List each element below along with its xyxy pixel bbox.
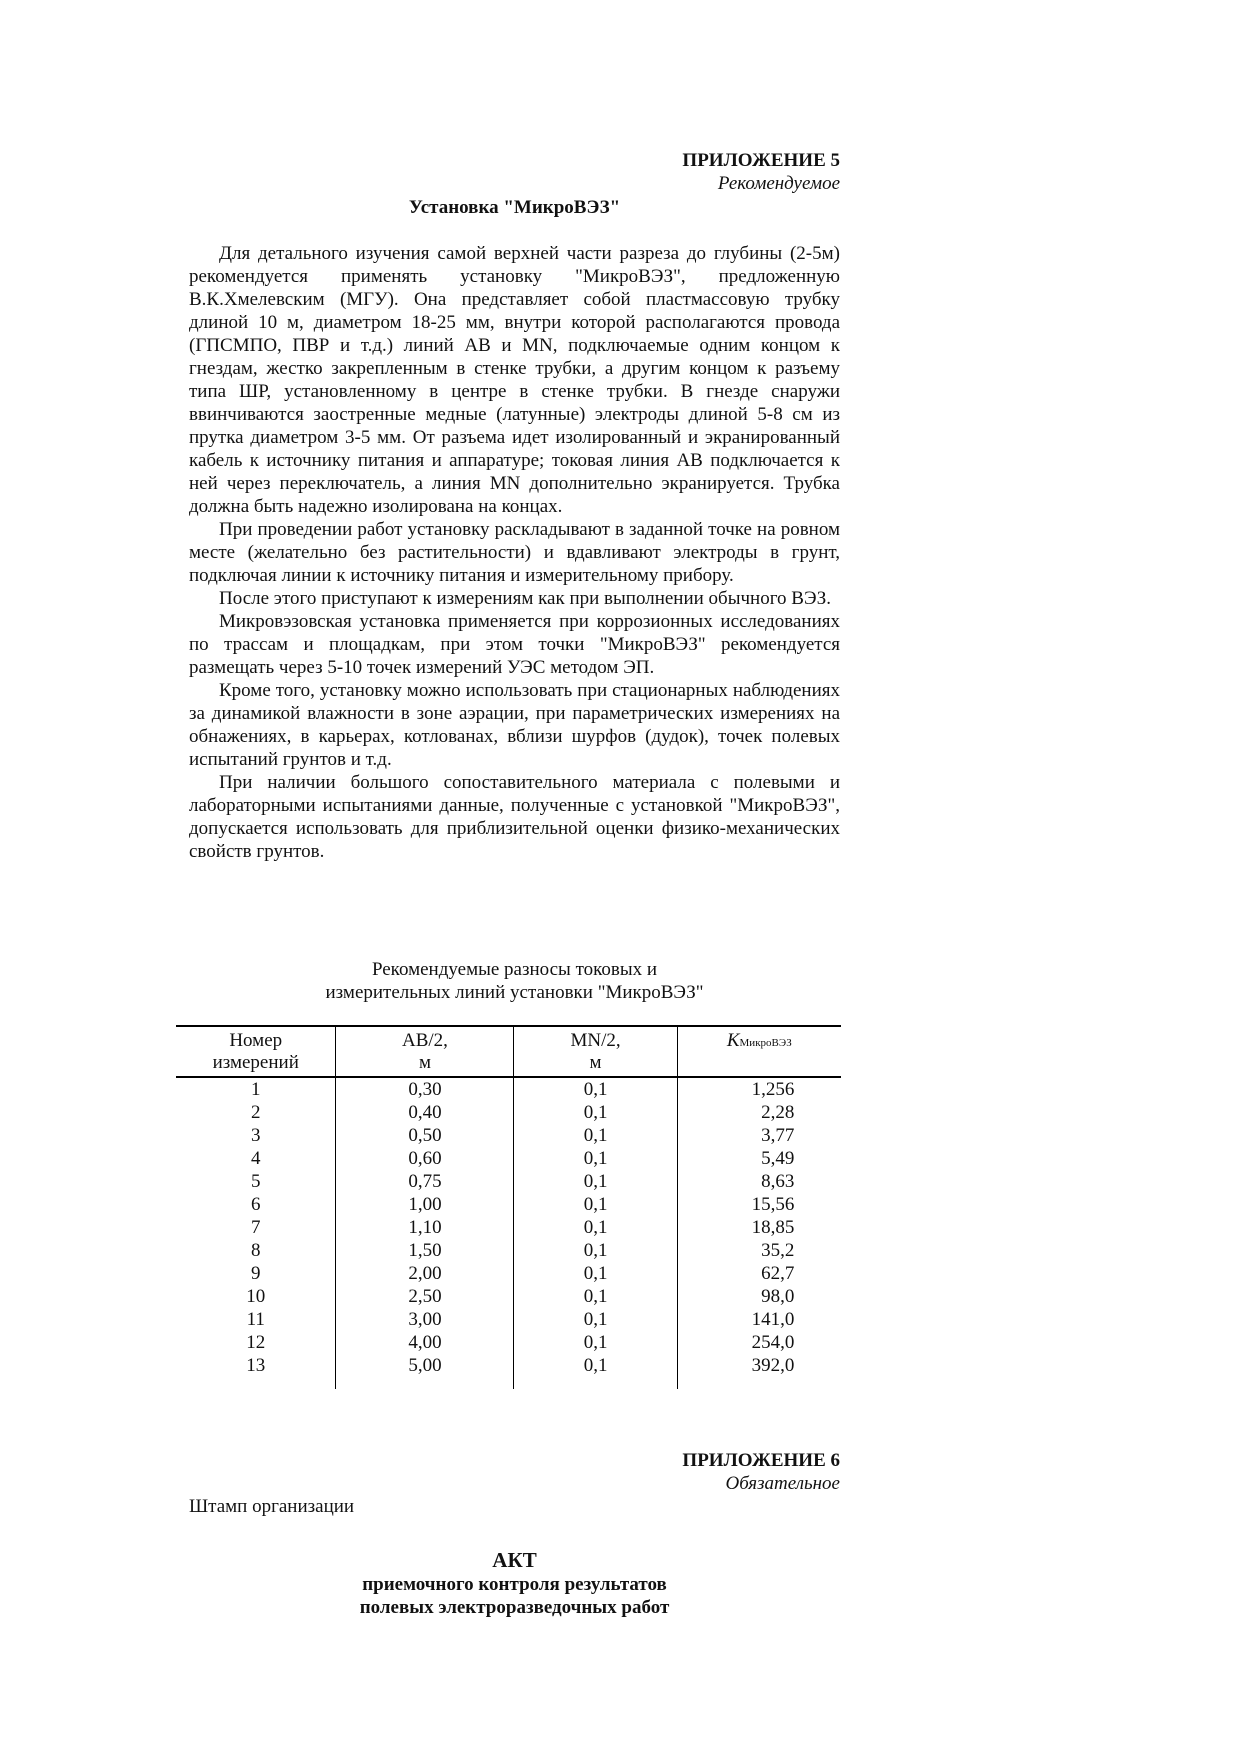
spacing-table xyxy=(176,1025,841,1389)
table-row xyxy=(176,1239,841,1262)
cell-k-value xyxy=(677,1331,841,1354)
cell-k-value xyxy=(677,1147,841,1170)
cell-ab-half: 1,00 xyxy=(336,1193,514,1216)
cell-ab-half: 3,00 xyxy=(336,1308,514,1331)
k-value-text: 18,85 xyxy=(751,1217,795,1238)
header-text: измерений xyxy=(212,1052,299,1073)
k-value-text: 2,28 xyxy=(761,1102,795,1123)
table-row xyxy=(176,1147,841,1170)
cell-number: 3 xyxy=(176,1124,336,1147)
cell-k-value xyxy=(677,1077,841,1101)
cell-number: 13 xyxy=(176,1354,336,1377)
table-row xyxy=(176,1285,841,1308)
cell-mn-half: 0,1 xyxy=(514,1308,677,1331)
k-value-text: 62,7 xyxy=(761,1263,795,1284)
cell-ab-half: 5,00 xyxy=(336,1354,514,1377)
header-text: м xyxy=(418,1052,431,1073)
header-k-coefficient xyxy=(677,1026,841,1077)
k-value-text: 392,0 xyxy=(751,1355,795,1376)
cell-k-value xyxy=(677,1354,841,1377)
table-row xyxy=(176,1216,841,1239)
appendix-5-header xyxy=(189,149,840,195)
table-caption-line: измерительных линий установки "МикроВЭЗ" xyxy=(325,982,704,1003)
cell-mn-half: 0,1 xyxy=(514,1077,677,1101)
cell-ab-half: 4,00 xyxy=(336,1331,514,1354)
table-row xyxy=(176,1077,841,1101)
cell-mn-half: 0,1 xyxy=(514,1124,677,1147)
stamp-label: Штамп организации xyxy=(189,1496,355,1517)
cell-k-value xyxy=(677,1285,841,1308)
cell-number: 12 xyxy=(176,1331,336,1354)
k-value-text: 35,2 xyxy=(761,1240,795,1261)
cell-mn-half: 0,1 xyxy=(514,1262,677,1285)
cell-ab-half: 0,50 xyxy=(336,1124,514,1147)
header-mn-half xyxy=(514,1026,677,1077)
cell-number: 5 xyxy=(176,1170,336,1193)
paragraph: При проведении работ установку раскладывают в заданной точке на ровном месте (желательно без растительности) и вдавливают электроды в грунт, подключая линии к источнику питания и измерительному прибору. xyxy=(189,519,840,586)
cell-mn-half: 0,1 xyxy=(514,1101,677,1124)
act-subtitle-line: приемочного контроля результатов xyxy=(362,1574,667,1595)
cell-k-value xyxy=(677,1124,841,1147)
table-caption xyxy=(189,958,840,1004)
table-row xyxy=(176,1262,841,1285)
act-title: АКТ xyxy=(492,1548,537,1572)
cell-mn-half: 0,1 xyxy=(514,1285,677,1308)
table-header-row xyxy=(176,1026,841,1077)
spacer-cell xyxy=(176,1377,336,1389)
cell-k-value xyxy=(677,1170,841,1193)
cell-number: 9 xyxy=(176,1262,336,1285)
header-text: MN/2, xyxy=(570,1030,621,1051)
k-value-text: 8,63 xyxy=(761,1171,795,1192)
cell-mn-half: 0,1 xyxy=(514,1193,677,1216)
header-measurement-number xyxy=(176,1026,336,1077)
k-value-text: 141,0 xyxy=(751,1309,795,1330)
cell-ab-half: 0,30 xyxy=(336,1077,514,1101)
cell-ab-half: 1,10 xyxy=(336,1216,514,1239)
table-row xyxy=(176,1170,841,1193)
act-title-block xyxy=(189,1547,840,1619)
k-value-text: 15,56 xyxy=(751,1194,795,1215)
k-value-text: 1,256 xyxy=(751,1079,795,1100)
cell-ab-half: 2,50 xyxy=(336,1285,514,1308)
spacer-cell xyxy=(336,1377,514,1389)
cell-number: 2 xyxy=(176,1101,336,1124)
table-row xyxy=(176,1124,841,1147)
header-text: Номер xyxy=(229,1030,283,1051)
table-row xyxy=(176,1101,841,1124)
k-value-text: 254,0 xyxy=(751,1332,795,1353)
cell-number: 10 xyxy=(176,1285,336,1308)
cell-mn-half: 0,1 xyxy=(514,1354,677,1377)
cell-ab-half: 0,60 xyxy=(336,1147,514,1170)
header-text: м xyxy=(589,1052,602,1073)
cell-k-value xyxy=(677,1193,841,1216)
appendix-5-label: ПРИЛОЖЕНИЕ 5 xyxy=(682,150,840,171)
paragraph: При наличии большого сопоставительного материала с полевыми и лабораторными испытаниями данные, полученные с установкой "МикроВЭЗ", допускается использовать для приблизительной оценки физико-механических свойств грунтов. xyxy=(189,772,840,862)
cell-ab-half: 2,00 xyxy=(336,1262,514,1285)
appendix-6-status: Обязательное xyxy=(725,1473,840,1494)
body-text xyxy=(189,242,840,863)
section-title: Установка "МикроВЭЗ" xyxy=(408,197,621,218)
table-body xyxy=(176,1077,841,1389)
table-row xyxy=(176,1193,841,1216)
cell-number: 1 xyxy=(176,1077,336,1101)
cell-k-value xyxy=(677,1239,841,1262)
header-text: AB/2, xyxy=(402,1030,448,1051)
cell-ab-half: 0,75 xyxy=(336,1170,514,1193)
cell-k-value xyxy=(677,1216,841,1239)
appendix-6-header xyxy=(189,1449,840,1495)
table-caption-line: Рекомендуемые разносы токовых и xyxy=(371,959,658,980)
cell-k-value xyxy=(677,1308,841,1331)
paragraph: Кроме того, установку можно использовать при стационарных наблюдениях за динамикой влажности в зоне аэрации, при параметрических измерениях на обнажениях, в карьерах, котлованах, вблизи шурфов (дудок), точек полевых испытаний грунтов и т.д. xyxy=(189,680,840,770)
table-row xyxy=(176,1354,841,1377)
cell-mn-half: 0,1 xyxy=(514,1239,677,1262)
appendix-5-status: Рекомендуемое xyxy=(717,173,840,194)
header-ab-half xyxy=(336,1026,514,1077)
table-row xyxy=(176,1331,841,1354)
cell-ab-half: 1,50 xyxy=(336,1239,514,1262)
table-row xyxy=(176,1308,841,1331)
paragraph: Микровэзовская установка применяется при коррозионных исследованиях по трассам и площадкам, при этом точки "МикроВЭЗ" рекомендуется размещать через 5-10 точек измерений УЭС методом ЭП. xyxy=(189,611,840,678)
k-value-text: 98,0 xyxy=(761,1286,795,1307)
cell-mn-half: 0,1 xyxy=(514,1147,677,1170)
cell-mn-half: 0,1 xyxy=(514,1170,677,1193)
paragraph: Для детального изучения самой верхней части разреза до глубины (2-5м) рекомендуется применять установку "МикроВЭЗ", предложенную В.К.Хмелевским (МГУ). Она представляет собой пластмассовую трубку длиной 10 м, диаметром 18-25 мм, внутри которой располагаются провода (ГПСМПО, ПВР и т.д.) линий АВ и MN, подключаемые одним концом к гнездам, жестко закрепленным в стенке трубки, а другим концом к разъему типа ШР, установленному в центре в стенке трубки. В гнезде снаружи ввинчиваются заостренные медные (латунные) электроды длиной 5-8 см из прутка диаметром 3-5 мм. От разъема идет изолированный и экранированный кабель к источнику питания и аппаратуре; токовая линия АВ подключается к ней через переключатель, а линия MN дополнительно экранируется. Трубка должна быть надежно изолирована на концах. xyxy=(189,243,840,517)
cell-number: 8 xyxy=(176,1239,336,1262)
spacer-cell xyxy=(677,1377,841,1389)
cell-mn-half: 0,1 xyxy=(514,1216,677,1239)
k-value-text: 3,77 xyxy=(761,1125,795,1146)
k-subscript: МикроВЭЗ xyxy=(739,1037,792,1049)
cell-number: 11 xyxy=(176,1308,336,1331)
appendix-6-label: ПРИЛОЖЕНИЕ 6 xyxy=(682,1450,840,1471)
k-symbol: K xyxy=(726,1030,740,1051)
cell-mn-half: 0,1 xyxy=(514,1331,677,1354)
cell-number: 4 xyxy=(176,1147,336,1170)
paragraph: После этого приступают к измерениям как при выполнении обычного ВЭЗ. xyxy=(219,588,831,609)
k-value-text: 5,49 xyxy=(761,1148,795,1169)
table-spacer-row xyxy=(176,1377,841,1389)
cell-k-value xyxy=(677,1101,841,1124)
cell-number: 6 xyxy=(176,1193,336,1216)
spacer-cell xyxy=(514,1377,677,1389)
cell-ab-half: 0,40 xyxy=(336,1101,514,1124)
cell-number: 7 xyxy=(176,1216,336,1239)
act-subtitle-line: полевых электроразведочных работ xyxy=(359,1597,670,1618)
cell-k-value xyxy=(677,1262,841,1285)
